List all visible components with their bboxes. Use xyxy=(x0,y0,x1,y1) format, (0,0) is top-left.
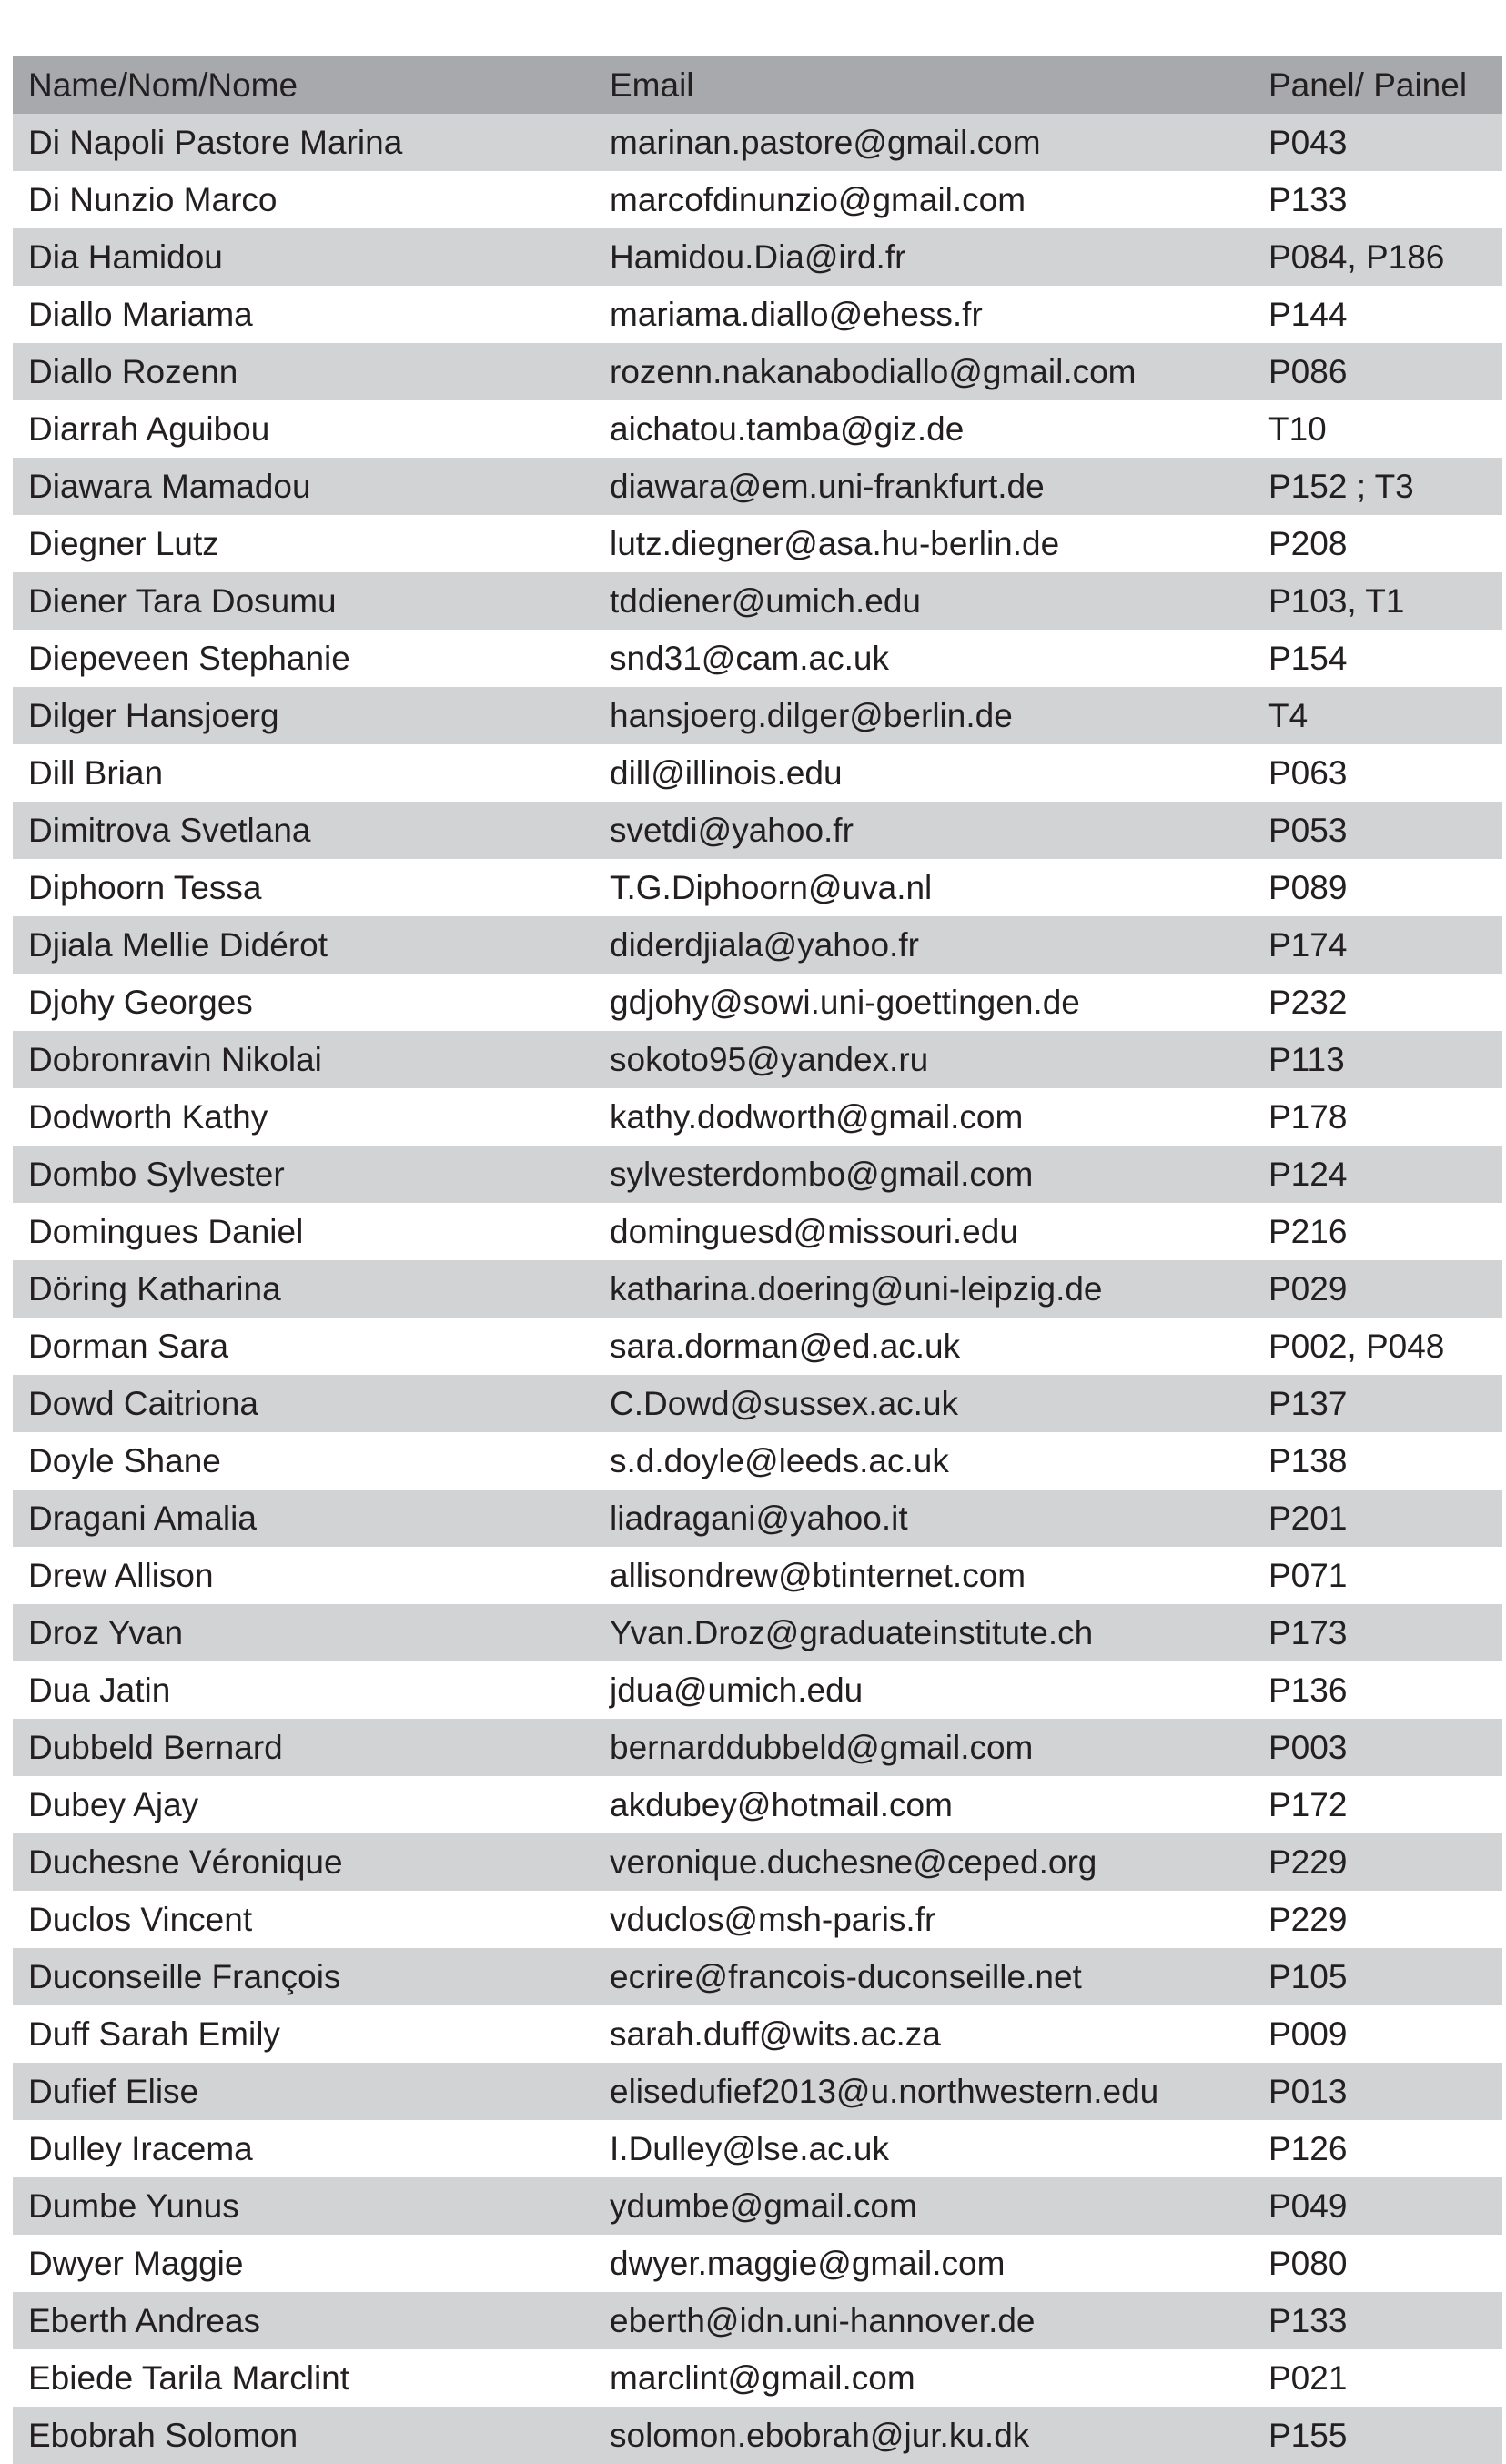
email-cell: liadragani@yahoo.it xyxy=(610,1499,908,1537)
table-row xyxy=(13,1375,1502,1432)
panel-cell: P136 xyxy=(1268,1671,1348,1709)
panel-cell: P133 xyxy=(1268,180,1348,218)
table-row xyxy=(13,1833,1502,1891)
email-cell: sarah.duff@wits.ac.za xyxy=(610,2015,941,2053)
email-cell: allisondrew@btinternet.com xyxy=(610,1556,1026,1594)
email-cell: lutz.diegner@asa.hu-berlin.de xyxy=(610,524,1060,562)
panel-cell: P089 xyxy=(1268,868,1348,906)
panel-cell: P154 xyxy=(1268,639,1348,677)
email-cell: svetdi@yahoo.fr xyxy=(610,811,854,849)
name-cell: Dubey Ajay xyxy=(28,1785,199,1823)
table-row xyxy=(13,974,1502,1031)
name-cell: Domingues Daniel xyxy=(28,1212,304,1250)
email-cell: dominguesd@missouri.edu xyxy=(610,1212,1018,1250)
email-cell: veronique.duchesne@ceped.org xyxy=(610,1843,1097,1881)
panel-cell: P124 xyxy=(1268,1155,1348,1193)
table-row xyxy=(13,916,1502,974)
table-row xyxy=(13,515,1502,572)
panel-cell: P173 xyxy=(1268,1613,1348,1651)
email-cell: mariama.diallo@ehess.fr xyxy=(610,295,983,333)
name-cell: Dia Hamidou xyxy=(28,237,223,276)
table-row xyxy=(13,343,1502,400)
panel-cell: P137 xyxy=(1268,1384,1348,1422)
table-row xyxy=(13,2177,1502,2235)
table-row xyxy=(13,744,1502,802)
email-cell: marinan.pastore@gmail.com xyxy=(610,123,1041,161)
email-cell: hansjoerg.dilger@berlin.de xyxy=(610,696,1013,734)
column-header-name: Name/Nom/Nome xyxy=(28,66,298,104)
panel-cell: P174 xyxy=(1268,925,1348,964)
table-body xyxy=(13,114,1502,2464)
name-cell: Dorman Sara xyxy=(28,1327,229,1365)
name-cell: Diallo Rozenn xyxy=(28,352,238,390)
email-cell: ecrire@francois-duconseille.net xyxy=(610,1957,1082,1995)
name-cell: Djiala Mellie Didérot xyxy=(28,925,328,964)
table-row xyxy=(13,1661,1502,1719)
table-row xyxy=(13,1318,1502,1375)
table-row xyxy=(13,1719,1502,1776)
name-cell: Diarrah Aguibou xyxy=(28,409,270,448)
name-cell: Eberth Andreas xyxy=(28,2301,261,2339)
table-row xyxy=(13,1088,1502,1146)
panel-cell: P086 xyxy=(1268,352,1348,390)
panel-cell: P049 xyxy=(1268,2186,1348,2225)
email-cell: T.G.Diphoorn@uva.nl xyxy=(610,868,933,906)
name-cell: Dodworth Kathy xyxy=(28,1097,268,1136)
panel-cell: P113 xyxy=(1268,1040,1345,1078)
email-cell: bernarddubbeld@gmail.com xyxy=(610,1728,1034,1766)
email-cell: katharina.doering@uni-leipzig.de xyxy=(610,1269,1103,1308)
table-row xyxy=(13,2292,1502,2349)
name-cell: Dumbe Yunus xyxy=(28,2186,239,2225)
panel-cell: P029 xyxy=(1268,1269,1348,1308)
email-cell: sokoto95@yandex.ru xyxy=(610,1040,929,1078)
table-row xyxy=(13,2005,1502,2063)
panel-cell: P138 xyxy=(1268,1441,1348,1479)
table-row xyxy=(13,1260,1502,1318)
table-row xyxy=(13,2407,1502,2464)
name-cell: Duconseille François xyxy=(28,1957,341,1995)
name-cell: Drew Allison xyxy=(28,1556,214,1594)
name-cell: Dimitrova Svetlana xyxy=(28,811,311,849)
panel-cell: P144 xyxy=(1268,295,1348,333)
name-cell: Duclos Vincent xyxy=(28,1900,253,1938)
name-cell: Dwyer Maggie xyxy=(28,2244,244,2282)
email-cell: diawara@em.uni-frankfurt.de xyxy=(610,467,1045,505)
panel-cell: P084, P186 xyxy=(1268,237,1445,276)
panel-cell: P103, T1 xyxy=(1268,581,1405,620)
email-cell: rozenn.nakanabodiallo@gmail.com xyxy=(610,352,1137,390)
table-row xyxy=(13,2349,1502,2407)
panel-cell: P201 xyxy=(1268,1499,1348,1537)
email-cell: sylvesterdombo@gmail.com xyxy=(610,1155,1034,1193)
name-cell: Diepeveen Stephanie xyxy=(28,639,350,677)
panel-cell: P133 xyxy=(1268,2301,1348,2339)
name-cell: Dua Jatin xyxy=(28,1671,171,1709)
table-row xyxy=(13,286,1502,343)
email-cell: solomon.ebobrah@jur.ku.dk xyxy=(610,2416,1030,2454)
panel-cell: P002, P048 xyxy=(1268,1327,1445,1365)
panel-cell: P172 xyxy=(1268,1785,1348,1823)
name-cell: Dubbeld Bernard xyxy=(28,1728,283,1766)
table-row xyxy=(13,2120,1502,2177)
column-header-email: Email xyxy=(610,66,694,104)
name-cell: Di Nunzio Marco xyxy=(28,180,278,218)
panel-cell: P009 xyxy=(1268,2015,1348,2053)
email-cell: dwyer.maggie@gmail.com xyxy=(610,2244,1006,2282)
email-cell: I.Dulley@lse.ac.uk xyxy=(610,2129,889,2167)
name-cell: Duff Sarah Emily xyxy=(28,2015,280,2053)
panel-cell: P013 xyxy=(1268,2072,1348,2110)
table-row xyxy=(13,1146,1502,1203)
name-cell: Dill Brian xyxy=(28,753,164,792)
table-row xyxy=(13,1490,1502,1547)
panel-cell: P043 xyxy=(1268,123,1348,161)
table-row xyxy=(13,1031,1502,1088)
email-cell: sara.dorman@ed.ac.uk xyxy=(610,1327,961,1365)
name-cell: Diallo Mariama xyxy=(28,295,253,333)
panel-cell: P080 xyxy=(1268,2244,1348,2282)
email-cell: akdubey@hotmail.com xyxy=(610,1785,953,1823)
email-cell: aichatou.tamba@giz.de xyxy=(610,409,965,448)
panel-cell: P155 xyxy=(1268,2416,1348,2454)
panel-cell: P063 xyxy=(1268,753,1348,792)
name-cell: Diener Tara Dosumu xyxy=(28,581,337,620)
email-cell: snd31@cam.ac.uk xyxy=(610,639,889,677)
name-cell: Doyle Shane xyxy=(28,1441,221,1479)
email-cell: kathy.dodworth@gmail.com xyxy=(610,1097,1024,1136)
table-row xyxy=(13,114,1502,171)
email-cell: eberth@idn.uni-hannover.de xyxy=(610,2301,1036,2339)
panel-cell: T4 xyxy=(1268,696,1309,734)
table-row xyxy=(13,458,1502,515)
email-cell: marcofdinunzio@gmail.com xyxy=(610,180,1026,218)
name-cell: Diegner Lutz xyxy=(28,524,219,562)
name-cell: Droz Yvan xyxy=(28,1613,184,1651)
panel-cell: P152 ; T3 xyxy=(1268,467,1414,505)
name-cell: Döring Katharina xyxy=(28,1269,281,1308)
panel-cell: P053 xyxy=(1268,811,1348,849)
table-row xyxy=(13,2063,1502,2120)
panel-cell: P178 xyxy=(1268,1097,1348,1136)
email-cell: C.Dowd@sussex.ac.uk xyxy=(610,1384,959,1422)
table-row xyxy=(13,1432,1502,1490)
name-cell: Ebiede Tarila Marclint xyxy=(28,2358,350,2397)
name-cell: Dombo Sylvester xyxy=(28,1155,285,1193)
email-cell: Hamidou.Dia@ird.fr xyxy=(610,237,906,276)
name-cell: Dragani Amalia xyxy=(28,1499,257,1537)
name-cell: Diawara Mamadou xyxy=(28,467,311,505)
name-cell: Duchesne Véronique xyxy=(28,1843,343,1881)
email-cell: gdjohy@sowi.uni-goettingen.de xyxy=(610,983,1080,1021)
table-row xyxy=(13,859,1502,916)
email-cell: elisedufief2013@u.northwestern.edu xyxy=(610,2072,1159,2110)
email-cell: ydumbe@gmail.com xyxy=(610,2186,917,2225)
name-cell: Dilger Hansjoerg xyxy=(28,696,279,734)
panel-cell: P229 xyxy=(1268,1843,1348,1881)
panel-cell: P229 xyxy=(1268,1900,1348,1938)
panel-cell: P105 xyxy=(1268,1957,1348,1995)
column-header-panel: Panel/ Painel xyxy=(1268,66,1468,104)
name-cell: Djohy Georges xyxy=(28,983,253,1021)
table-row xyxy=(13,1604,1502,1661)
name-cell: Dulley Iracema xyxy=(28,2129,253,2167)
table-header xyxy=(13,56,1502,114)
table-row xyxy=(13,1203,1502,1260)
panel-cell: P071 xyxy=(1268,1556,1348,1594)
email-cell: jdua@umich.edu xyxy=(610,1671,864,1709)
table-row xyxy=(13,1547,1502,1604)
email-cell: vduclos@msh-paris.fr xyxy=(610,1900,936,1938)
panel-cell: P232 xyxy=(1268,983,1348,1021)
table-row xyxy=(13,1948,1502,2005)
email-cell: diderdjiala@yahoo.fr xyxy=(610,925,919,964)
table-row xyxy=(13,228,1502,286)
name-cell: Di Napoli Pastore Marina xyxy=(28,123,403,161)
name-cell: Diphoorn Tessa xyxy=(28,868,262,906)
table-row xyxy=(13,1776,1502,1833)
table-row xyxy=(13,802,1502,859)
panel-cell: T10 xyxy=(1268,409,1327,448)
table-row xyxy=(13,171,1502,228)
email-cell: s.d.doyle@leeds.ac.uk xyxy=(610,1441,949,1479)
panel-cell: P216 xyxy=(1268,1212,1348,1250)
name-cell: Dufief Elise xyxy=(28,2072,199,2110)
table-row xyxy=(13,1891,1502,1948)
panel-cell: P003 xyxy=(1268,1728,1348,1766)
name-cell: Dowd Caitriona xyxy=(28,1384,258,1422)
panel-cell: P021 xyxy=(1268,2358,1348,2397)
table-row xyxy=(13,630,1502,687)
panel-cell: P208 xyxy=(1268,524,1348,562)
name-cell: Dobronravin Nikolai xyxy=(28,1040,322,1078)
email-cell: tddiener@umich.edu xyxy=(610,581,921,620)
panel-cell: P126 xyxy=(1268,2129,1348,2167)
name-cell: Ebobrah Solomon xyxy=(28,2416,298,2454)
email-cell: Yvan.Droz@graduateinstitute.ch xyxy=(610,1613,1094,1651)
table-row xyxy=(13,2235,1502,2292)
table-row xyxy=(13,687,1502,744)
email-cell: dill@illinois.edu xyxy=(610,753,843,792)
table-row xyxy=(13,572,1502,630)
participants-table xyxy=(13,56,1502,2464)
email-cell: marclint@gmail.com xyxy=(610,2358,915,2397)
table-row xyxy=(13,400,1502,458)
